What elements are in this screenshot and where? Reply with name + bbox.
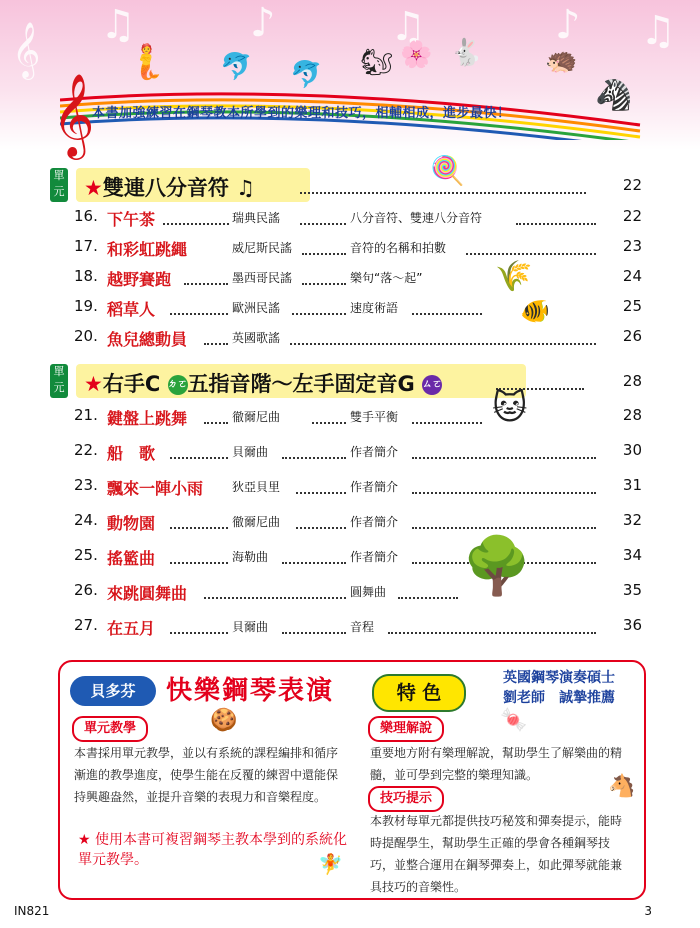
- page-number: 26: [622, 327, 642, 345]
- unit-title: ★雙連八分音符 ♫: [84, 176, 255, 200]
- song-number: 25.: [74, 546, 98, 564]
- recommend-line: 劉老師 誠摯推薦: [503, 690, 615, 706]
- song-number: 24.: [74, 511, 98, 529]
- page-number: 35: [622, 581, 642, 599]
- song-topic: 作者簡介: [350, 515, 399, 529]
- page-number: 22: [622, 176, 642, 194]
- eighth-notes-icon: ♫: [236, 176, 255, 200]
- toc-row[interactable]: [0, 616, 700, 646]
- toc-row[interactable]: [0, 476, 700, 506]
- song-title: 下午茶: [107, 210, 156, 229]
- header-slogan: 本書加強練習在鋼琴教本所學到的樂理和技巧，相輔相成，進步最快！: [92, 106, 511, 121]
- toc-row[interactable]: [0, 511, 700, 541]
- song-composer: 海勒曲: [232, 550, 269, 564]
- toc-row[interactable]: [0, 207, 700, 237]
- fairy-icon: 🧚: [318, 852, 343, 876]
- dot-leader: [204, 597, 346, 599]
- section-title: 技巧提示: [368, 786, 444, 812]
- hedgehog-icon: 🦔: [545, 46, 578, 76]
- rabbit-icon: 🐇: [450, 38, 483, 68]
- page-number: 23: [622, 237, 642, 255]
- dot-leader: [302, 283, 346, 285]
- song-composer: 狄亞貝里: [232, 480, 281, 494]
- toc-row[interactable]: [0, 237, 700, 267]
- song-number: 17.: [74, 237, 98, 255]
- dot-leader: [300, 223, 346, 225]
- song-topic: 速度術語: [350, 301, 399, 315]
- song-title: 鍵盤上跳舞: [107, 409, 188, 428]
- toc-row[interactable]: [0, 297, 700, 327]
- page-number: 34: [622, 546, 642, 564]
- song-title: 搖籃曲: [107, 549, 156, 568]
- header-banner: [0, 0, 700, 156]
- recommendation: [480, 668, 638, 708]
- song-composer: 徹爾尼曲: [232, 515, 281, 529]
- flower-icon: 🌸: [400, 40, 433, 70]
- song-topic: 音程: [350, 620, 375, 634]
- cookies-icon: 🍪: [210, 708, 238, 733]
- section-text: 重要地方附有樂理解說，幫助學生了解樂曲的精髓，並可學到完整的樂理知識。: [370, 746, 623, 782]
- dot-leader: [282, 632, 346, 634]
- song-title: 來跳圓舞曲: [107, 584, 188, 603]
- dot-leader: [204, 422, 228, 424]
- dot-leader: [204, 343, 228, 345]
- song-number: 22.: [74, 441, 98, 459]
- fish-icon: 🐠: [520, 297, 550, 325]
- song-composer: 威尼斯民謠: [232, 241, 293, 255]
- song-composer: 貝爾曲: [232, 445, 269, 459]
- song-topic: 雙手平衡: [350, 410, 399, 424]
- treble-clef-icon: 𝄞: [12, 22, 41, 78]
- highlight-note: ★ 使用本書可複習鋼琴主教本學到的系統化單元教學。: [78, 832, 348, 868]
- song-number: 19.: [74, 297, 98, 315]
- unit-heading[interactable]: [50, 154, 650, 202]
- dolphin-icon: 🐬: [220, 52, 253, 82]
- page-number-footer: 3: [644, 904, 652, 918]
- song-title: 和彩虹跳繩: [107, 240, 188, 259]
- toc-row[interactable]: [0, 441, 700, 471]
- solfege-circle: ㄉㄛ: [168, 375, 188, 395]
- dot-leader: [312, 422, 346, 424]
- page-number: 28: [622, 406, 642, 424]
- page-number: 24: [622, 267, 642, 285]
- treble-clef-icon: 𝄞: [52, 72, 95, 156]
- song-title: 稻草人: [107, 300, 156, 319]
- song-topic: 圓舞曲: [350, 585, 387, 599]
- song-composer: 徹爾尼曲: [232, 410, 281, 424]
- tree-party-icon: 🌳: [462, 534, 532, 599]
- unit-tag: 單元: [50, 168, 68, 202]
- dot-leader: [296, 492, 346, 494]
- solfege-circle: ㄙㄛ: [422, 375, 442, 395]
- page-number: 30: [622, 441, 642, 459]
- song-number: 21.: [74, 406, 98, 424]
- song-number: 18.: [74, 267, 98, 285]
- dot-leader: [170, 562, 228, 564]
- dot-leader: [412, 313, 482, 315]
- squirrel-icon: 🐿: [360, 48, 394, 78]
- song-number: 27.: [74, 616, 98, 634]
- dot-leader: [170, 457, 228, 459]
- dot-leader: [163, 223, 229, 225]
- dancing-animals-icon: 🐱: [492, 388, 528, 428]
- brand-badge: 貝多芬: [70, 676, 156, 706]
- song-composer: 瑞典民謠: [232, 211, 281, 225]
- dot-leader: [412, 527, 596, 529]
- song-title: 越野賽跑: [107, 270, 172, 289]
- section-text: 本教材每單元都提供技巧秘笈和彈奏提示，能時時提醒學生，幫助學生正確的學會各種鋼琴技巧，並整合運用在鋼琴彈奏上，如此彈琴就能兼具技巧的音樂性。: [370, 814, 623, 894]
- song-topic: 音符的名稱和拍數: [350, 241, 447, 255]
- song-title: 船 歌: [107, 444, 156, 463]
- song-title: 動物園: [107, 514, 156, 533]
- song-composer: 英國歌謠: [232, 331, 281, 345]
- page-number: 28: [622, 372, 642, 390]
- dot-leader: [398, 597, 458, 599]
- song-topic: 樂句“落～起”: [350, 271, 423, 285]
- dot-leader: [292, 313, 346, 315]
- dot-leader: [184, 283, 228, 285]
- dot-leader: [170, 313, 228, 315]
- feature-box: [58, 660, 646, 900]
- dot-leader: [170, 527, 228, 529]
- section-text: 本書採用單元教學，並以有系統的課程編排和循序漸進的教學進度，使學生能在反覆的練習中還能保持興趣盎然，並提升音樂的表現力和音樂程度。: [74, 746, 339, 804]
- music-note-icon: ♪: [555, 2, 581, 48]
- song-number: 26.: [74, 581, 98, 599]
- special-badge: 特 色: [372, 674, 466, 712]
- page-number: 31: [622, 476, 642, 494]
- dot-leader: [516, 223, 596, 225]
- dot-leader: [388, 632, 596, 634]
- scarecrow-icon: 🌾: [495, 259, 533, 294]
- song-number: 16.: [74, 207, 98, 225]
- page-number: 36: [622, 616, 642, 634]
- song-number: 23.: [74, 476, 98, 494]
- page-number: 22: [622, 207, 642, 225]
- dot-leader: [412, 457, 596, 459]
- toc-row[interactable]: [0, 546, 700, 576]
- dot-leader: [466, 253, 596, 255]
- unit-tag: 單元: [50, 364, 68, 398]
- song-title: 在五月: [107, 619, 156, 638]
- toc-row[interactable]: [0, 327, 700, 357]
- song-title: 飄來一陣小雨: [107, 479, 204, 498]
- music-note-icon: ♫: [390, 4, 426, 50]
- toc-row[interactable]: [0, 388, 700, 436]
- song-topic: 作者簡介: [350, 550, 399, 564]
- section-title: 樂理解說: [368, 716, 444, 742]
- song-topic: 作者簡介: [350, 445, 399, 459]
- candy-icon: 🍬: [500, 708, 528, 733]
- dot-leader: [412, 422, 482, 424]
- boot-lollipop-icon: 🍭: [430, 154, 465, 187]
- star-icon: ★: [84, 372, 103, 396]
- song-composer: 貝爾曲: [232, 620, 269, 634]
- song-topic: 八分音符、雙連八分音符: [350, 211, 483, 225]
- dot-leader: [296, 527, 346, 529]
- section-title: 單元教學: [72, 716, 148, 742]
- dot-leader: [412, 492, 596, 494]
- dot-leader: [300, 192, 586, 194]
- unit-heading[interactable]: [50, 364, 650, 398]
- music-note-icon: ♫: [100, 2, 136, 48]
- song-topic: 作者簡介: [350, 480, 399, 494]
- feature-heading: 快樂鋼琴表演: [166, 676, 335, 706]
- star-icon: ★: [78, 832, 91, 848]
- song-composer: 墨西哥民謠: [232, 271, 293, 285]
- page-number: 32: [622, 511, 642, 529]
- song-title: 魚兒總動員: [107, 330, 188, 349]
- dot-leader: [302, 253, 346, 255]
- song-composer: 歐洲民謠: [232, 301, 281, 315]
- dolphin-icon: 🐬: [290, 60, 323, 90]
- seahorse-icon: 🐴: [608, 774, 636, 799]
- star-icon: ★: [84, 176, 103, 200]
- dot-leader: [170, 632, 228, 634]
- unit-title: ★右手C ㄉㄛ五指音階～左手固定音G ㄙㄛ: [84, 372, 443, 396]
- dot-leader: [282, 457, 346, 459]
- children-on-zebra-icon: 🦓: [595, 78, 633, 113]
- book-code: IN821: [14, 904, 50, 918]
- recommend-line: 英國鋼琴演奏碩士: [503, 670, 615, 686]
- dot-leader: [290, 343, 596, 345]
- page-number: 25: [622, 297, 642, 315]
- dot-leader: [282, 562, 346, 564]
- music-note-icon: ♪: [250, 0, 276, 46]
- mermaid-icon: 🧜: [125, 42, 168, 82]
- toc-row[interactable]: [0, 259, 700, 297]
- music-note-icon: ♫: [640, 8, 676, 54]
- song-number: 20.: [74, 327, 98, 345]
